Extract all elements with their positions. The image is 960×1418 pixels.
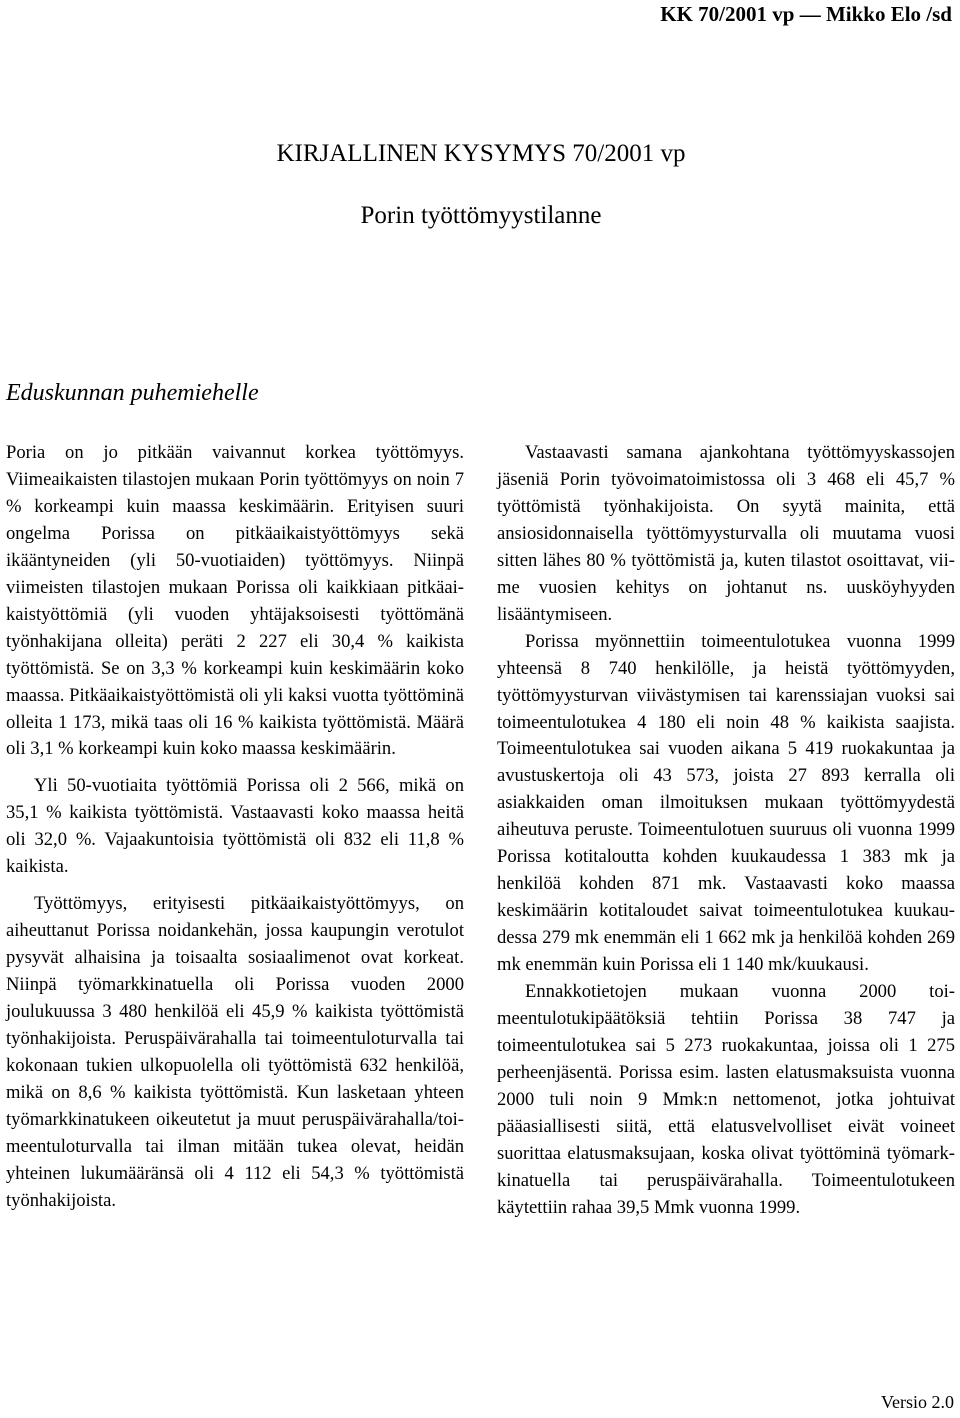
document-subtitle: Porin työttömyystilanne — [360, 202, 602, 229]
version-footer: Versio 2.0 — [881, 1392, 954, 1412]
right-text-column — [497, 440, 955, 1222]
right-paragraph-1: Vastaavasti samana ajankohtana työttömyyskassojen jäseniä Porin työvoimatoimistossa oli 3 468 eli 45,7 % työttömistä työnhakijoista. On syytä mainita, että ansiosidonnaisella työttömyysturvalla oli muutama vuosi sitten lähes 80 % työttömistä ja, kuten tilastot osoittavat, viime vuosien kehitys on johtanut ns. uusköyhyyden lisääntymiseen. — [497, 442, 955, 625]
left-paragraph-1: Poria on jo pitkään vaivannut korkea työttömyys. Viimeaikaisten tilastojen mukaan Porin työttömyys on noin 7 % korkeampi kuin maassa keskimäärin. Erityisen suuri ongelma Porissa on pitkäaikaistyöttömyys sekä ikääntyneiden (yli 50-vuotiaiden) työttömyys. Niinpä viimeisten tilastojen mukaan Porissa oli kaikkiaan pitkäaikaistyöttömiä (yli vuoden yhtäjaksoisesti työttömänä työnhakijana olleita) peräti 2 227 eli 30,4 % kaikista työttömistä. Se on 3,3 % korkeampi kuin keskimäärin koko maassa. Pitkäaikaistyöttömistä oli yli kaksi vuotta työttöminä olleita 1 173, mikä taas oli 16 % kaikista työttömistä. Määrä oli 3,1 % korkeampi kuin koko maassa keskimäärin. — [6, 442, 464, 760]
document-reference-header: KK 70/2001 vp — Mikko Elo /sd — [660, 2, 952, 26]
right-paragraph-2: Porissa myönnettiin toimeentulotukea vuonna 1999 yhteensä 8 740 henkilölle, ja heistä työttömyyden, työttömyysturvan viivästymisen tai karenssiajan vuoksi sai toimeentulotukea 4 180 eli noin 48 % kaikista saajista. Toimeentulotukea sai vuoden aikana 5 419 ruokakuntaa ja avustuskertoja oli 43 573, joista 27 893 kerralla oli asiakkaiden oman ilmoituksen mukaan työttömyydestä aiheutuva peruste. Toimeentulotuen suuruus oli vuonna 1999 Porissa kotitaloutta kohden kuukaudessa 1 383 mk ja henkilöä kohden 871 mk. Vastaavasti koko maassa keskimäärin kotitaloudet saivat toimeentulotukea kuukaudessa 279 mk enemmän eli 1 662 mk ja henkilöä kohden 269 mk enemmän kuin Porissa eli 1 140 mk/kuukausi. — [497, 630, 955, 976]
left-paragraph-2: Yli 50-vuotiaita työttömiä Porissa oli 2 566, mikä on 35,1 % kaikista työttömistä. Vastaavasti koko maassa heitä oli 32,0 %. Vajaakuntoisia työttömistä oli 832 eli 11,8 % kaikista. — [6, 775, 464, 878]
left-text-column — [6, 440, 464, 1215]
left-paragraph-3: Työttömyys, erityisesti pitkäaikaistyöttömyys, on aiheuttanut Porissa noidankehän, jossa kaupungin verotulot pysyvät alhaisina ja toisaalta sosiaalimenot ovat korkeat. Niinpä työmarkkinatuella oli Porissa vuoden 2000 joulukuussa 3 480 henkilöä eli 45,9 % kaikista työttömistä työnhakijoista. Peruspäivärahalla tai toimeentuloturvalla tai kokonaan tukien ulkopuolella oli työttömistä 632 henkilöä, mikä on 8,6 % kaikista työttömistä. Kun lasketaan yhteen työmarkkinatukeen oikeutetut ja muut peruspäivärahalla/toimeentuloturvalla tai ilman mitään tukea olevat, heidän yhteinen lukumääränsä oli 4 112 eli 54,3 % työttömistä työnhakijoista. — [6, 893, 464, 1211]
right-paragraph-3: Ennakkotietojen mukaan vuonna 2000 toimeentulotukipäätöksiä tehtiin Porissa 38 747 ja toimeentulotukea sai 5 273 ruokakuntaa, joissa oli 1 275 perheenjäsentä. Porissa esim. lasten elatusmaksuista vuonna 2000 tuli noin 9 Mmk:n nettomenot, jotka johtuivat pääasiallisesti siitä, että elatusvelvolliset eivät voineet suorittaa elatusmaksujaan, koska olivat työttöminä työmarkkinatuella tai peruspäivärahalla. Toimeentulotukeen käytettiin rahaa 39,5 Mmk vuonna 1999. — [497, 981, 955, 1218]
document-title: KIRJALLINEN KYSYMYS 70/2001 vp — [276, 140, 686, 167]
addressee-line: Eduskunnan puhemiehelle — [6, 380, 259, 406]
